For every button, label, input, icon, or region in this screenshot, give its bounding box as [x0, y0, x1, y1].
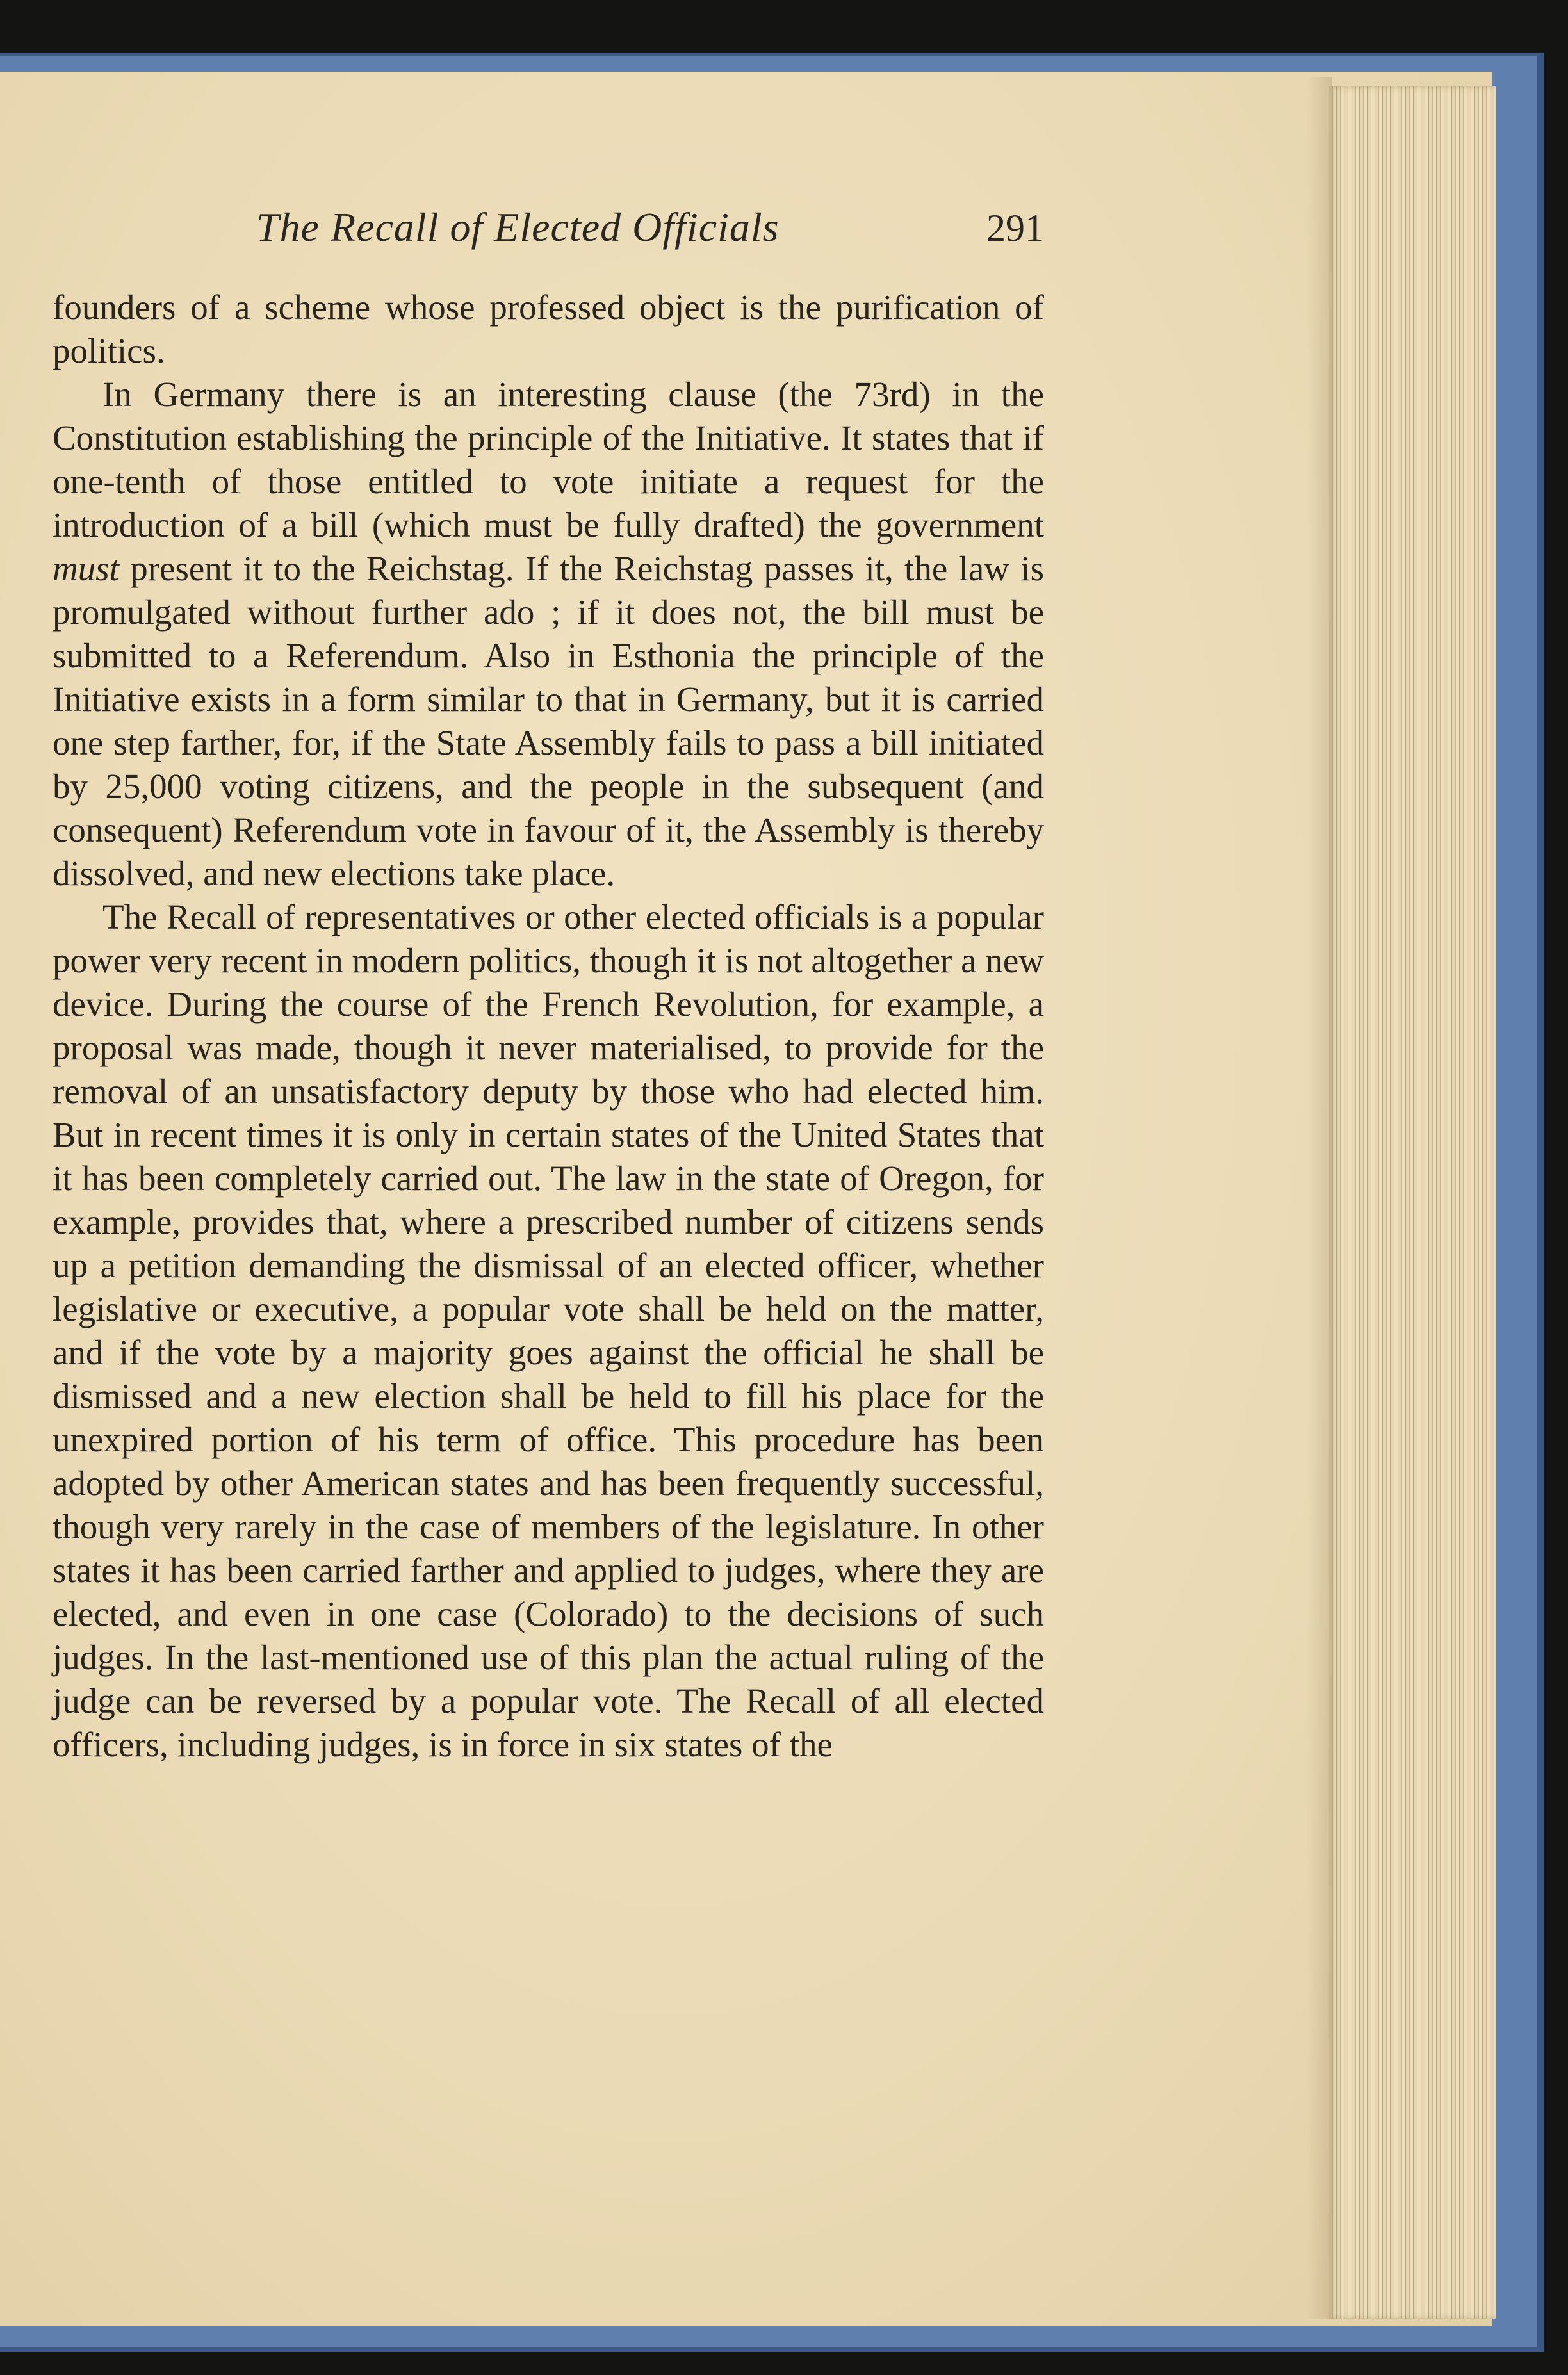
running-head [256, 192, 1044, 263]
paragraph-2-end: present it to the Reichstag. If the Reichstag passes it, the law is promulgated without further ado ; if it does not, the bill must be submitted to a Referendum. Also in Esthonia the principle of the Initiative exists in a form similar to that in Germany, but it is carried one step farther, for, if the State Assembly fails to pass a bill initiated by 25,000 voting citizens, and the people in the subsequent (and consequent) Referendum vote in favour of it, the Assembly is thereby dissolved, and new elections take place. [53, 549, 1044, 893]
paragraph-1: founders of a scheme whose professed object is the purification of politics. [53, 288, 1044, 370]
paragraph-2-start: In Germany there is an interesting clause (the 73rd) in the Constitution establishing the principle of the Initiative. It states that if one-tenth of those entitled to vote initiate a request for the introduction of a bill (which must be fully drafted) the government [53, 375, 1044, 544]
running-title: The Recall of Elected Officials [256, 204, 780, 250]
body-text [53, 286, 1044, 1767]
paragraph-3: The Recall of representatives or other elected officials is a popular power very recent in modern politics, though it is not altogether a new device. During the course of the French Revolution, for example, a proposal was made, though it never materialised, to provide for the removal of an unsatisfactory deputy by those who had elected him. But in recent times it is only in certain states of the United States that it has been completely carried out. The law in the state of Oregon, for example, provides that, where a prescribed number of citizens sends up a petition demanding the dismissal of an elected officer, whether legislative or executive, a popular vote shall be held on the matter, and if the vote by a majority goes against the official he shall be dismissed and a new election shall be held to fill his place for the unexpired portion of his term of office. This procedure has been adopted by other American states and has been frequently successful, though very rarely in the case of members of the legislature. In other states it has been carried farther and applied to judges, where they are elected, and even in one case (Colorado) to the decisions of such judges. In the last-mentioned use of this plan the actual ruling of the judge can be reversed by a popular vote. The Recall of all elected officers, including judges, is in force in six states of the [53, 897, 1044, 1764]
page-number: 291 [986, 207, 1044, 249]
emphasis-must: must [53, 549, 119, 588]
paragraph-2 [53, 373, 1044, 895]
gutter-shadow [1307, 77, 1332, 2319]
page-fore-edge [1329, 86, 1496, 2319]
